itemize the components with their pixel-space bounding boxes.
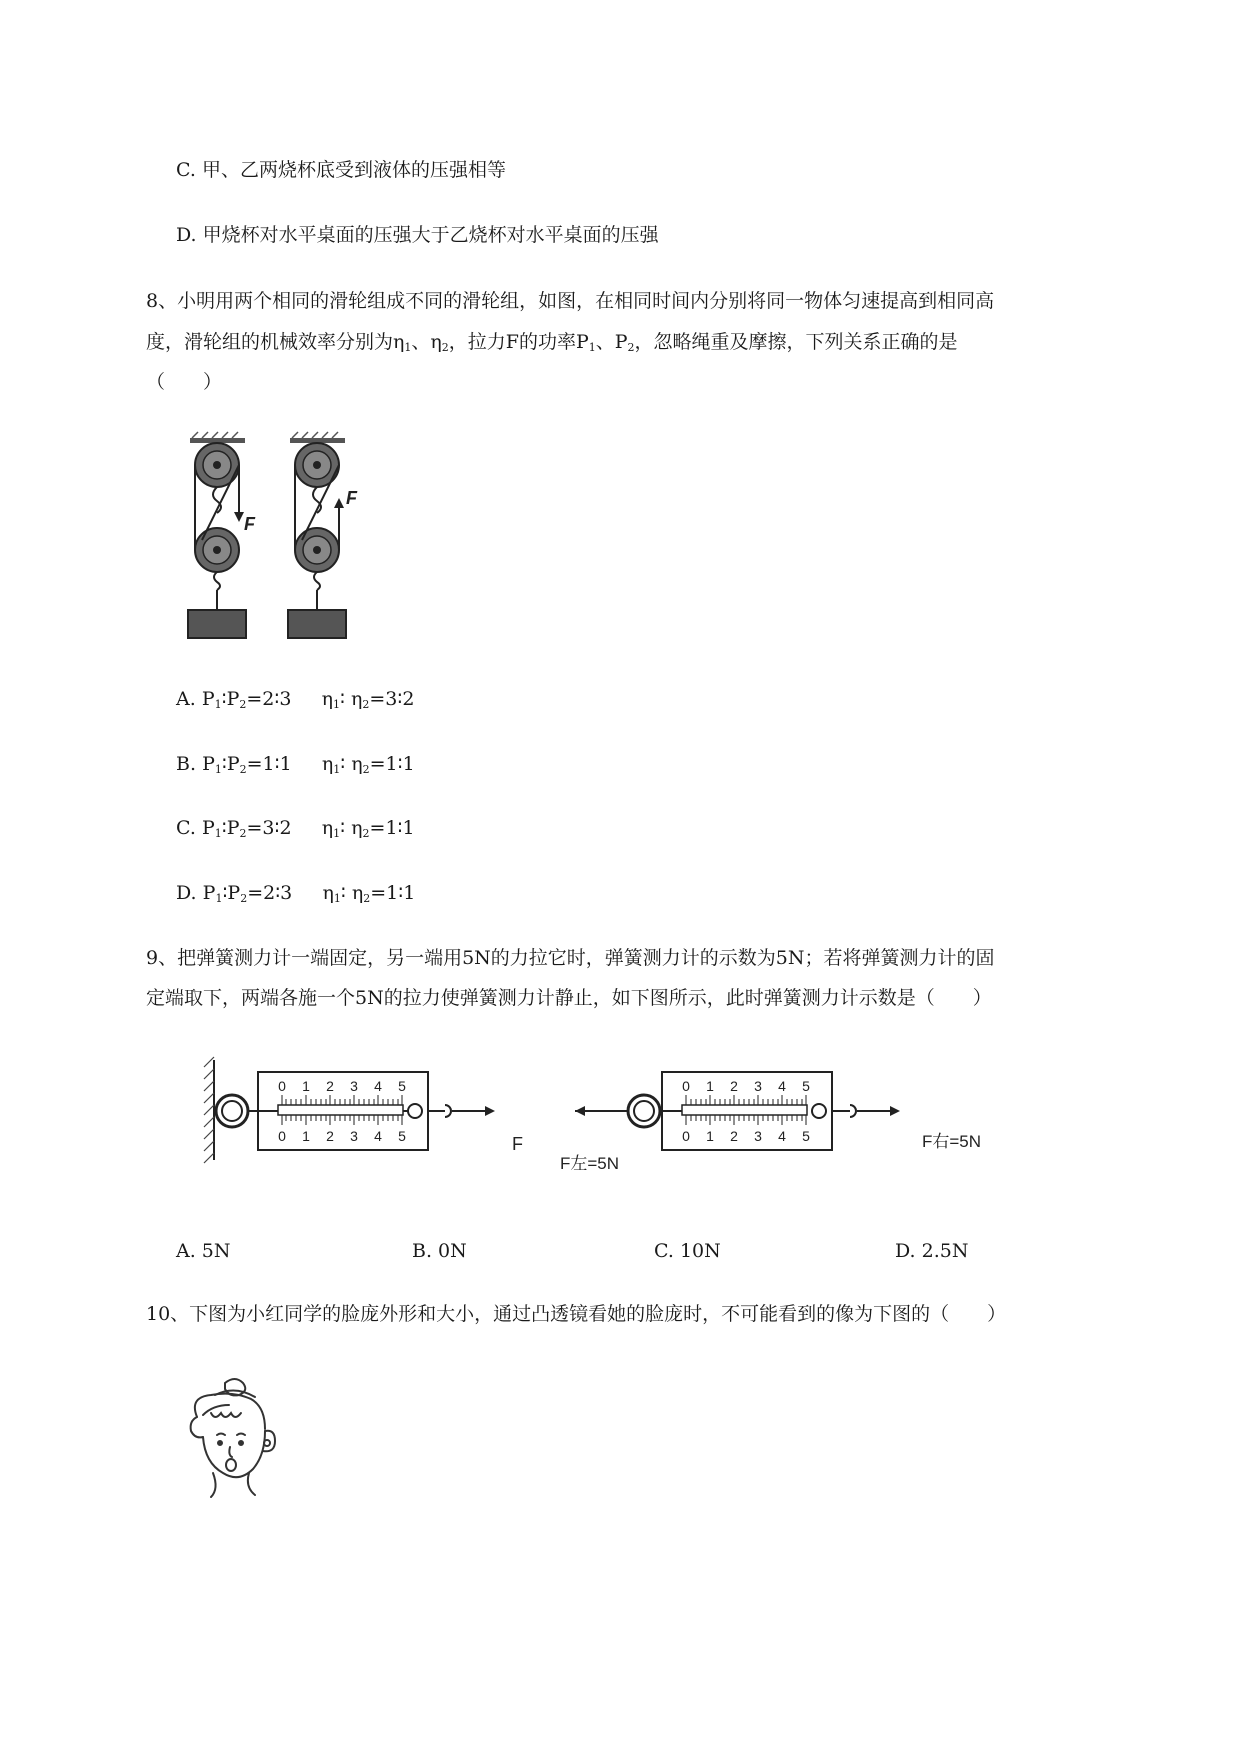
- pulley-right-system: [288, 432, 346, 638]
- fixed-scale-bottom-2: 2: [326, 1128, 334, 1144]
- pulley-right-force-label: F: [346, 488, 357, 508]
- free-scale-bottom-2: 2: [730, 1128, 738, 1144]
- free-scale-bottom-4: 4: [778, 1128, 786, 1144]
- fixed-scale-top-1: 1: [302, 1078, 310, 1094]
- q8-option-a: A. $P_1∶P_2=2∶3$ $\eta_1∶$ $\eta_2=3∶2$: [176, 688, 415, 711]
- free-scale-top-5: 5: [802, 1078, 810, 1094]
- q8-option-d: D. $P_1∶P_2=2∶3$ $\eta_1∶$ $\eta_2=1∶1$: [176, 882, 416, 905]
- girl-face-illustration: [175, 1375, 285, 1505]
- q9-stem-line1: 9、把弹簧测力计一端固定，另一端用5N的力拉它时，弹簧测力计的示数为5N；若将弹簧测力计的固: [146, 947, 995, 969]
- q8-stem-line2: 度，滑轮组的机械效率分别为$\eta_1$、$\eta_2$，拉力F的功率$P_1$、$P_2$，忽略绳重及摩擦，下列关系正确的是: [146, 331, 958, 354]
- free-scale-top-4: 4: [778, 1078, 786, 1094]
- q9-options-row: [0, 1240, 1241, 1268]
- q8-stem-line3: （ ）: [146, 371, 223, 393]
- free-scale-top-0: 0: [682, 1078, 690, 1094]
- q9-stem-line2: 定端取下，两端各施一个5N的拉力使弹簧测力计静止，如下图所示，此时弹簧测力计示数是（ ）: [146, 987, 992, 1009]
- free-scale-left-force-label: F左=5N: [560, 1154, 620, 1173]
- fixed-scale-top-3: 3: [350, 1078, 358, 1094]
- q10-stem-line1: 10、下图为小红同学的脸庞外形和大小，通过凸透镜看她的脸庞时，不可能看到的像为下图的（ ）: [146, 1303, 1007, 1325]
- fixed-scale-bottom-1: 1: [302, 1128, 310, 1144]
- fixed-scale-bottom-5: 5: [398, 1128, 406, 1144]
- spring-scale-fixed: [204, 1057, 495, 1163]
- q7-option-d: D. 甲烧杯对水平桌面的压强大于乙烧杯对水平桌面的压强: [176, 224, 659, 246]
- fixed-scale-top-4: 4: [374, 1078, 382, 1094]
- q9-option-d: D. 2.5N: [895, 1240, 969, 1262]
- free-scale-bottom-1: 1: [706, 1128, 714, 1144]
- free-scale-bottom-5: 5: [802, 1128, 810, 1144]
- fixed-scale-bottom-3: 3: [350, 1128, 358, 1144]
- pulley-figure: [180, 430, 380, 650]
- fixed-scale-top-2: 2: [326, 1078, 334, 1094]
- q8-option-b: B. $P_1∶P_2=1∶1$ $\eta_1∶$ $\eta_2=1∶1$: [176, 753, 415, 776]
- q9-option-a: A. 5N: [176, 1240, 231, 1262]
- fixed-scale-force-label: F: [512, 1134, 523, 1154]
- q9-option-c: C. 10N: [654, 1240, 721, 1262]
- q8-option-c: C. $P_1∶P_2=3∶2$ $\eta_1∶$ $\eta_2=1∶1$: [176, 817, 415, 840]
- free-scale-bottom-3: 3: [754, 1128, 762, 1144]
- free-scale-top-3: 3: [754, 1078, 762, 1094]
- free-scale-top-2: 2: [730, 1078, 738, 1094]
- q9-option-b: B. 0N: [412, 1240, 467, 1262]
- q7-option-c: C. 甲、乙两烧杯底受到液体的压强相等: [176, 159, 506, 181]
- fixed-scale-bottom-4: 4: [374, 1128, 382, 1144]
- fixed-scale-bottom-0: 0: [278, 1128, 286, 1144]
- fixed-scale-top-0: 0: [278, 1078, 286, 1094]
- free-scale-bottom-0: 0: [682, 1128, 690, 1144]
- fixed-scale-top-5: 5: [398, 1078, 406, 1094]
- free-scale-right-force-label: F右=5N: [922, 1132, 982, 1151]
- q8-stem-line1: 8、小明用两个相同的滑轮组成不同的滑轮组，如图，在相同时间内分别将同一物体匀速提高到相同高: [146, 290, 995, 312]
- spring-scale-figure: [200, 1055, 1000, 1185]
- free-scale-top-1: 1: [706, 1078, 714, 1094]
- pulley-left-force-label: F: [244, 514, 255, 534]
- pulley-left-system: [188, 432, 246, 638]
